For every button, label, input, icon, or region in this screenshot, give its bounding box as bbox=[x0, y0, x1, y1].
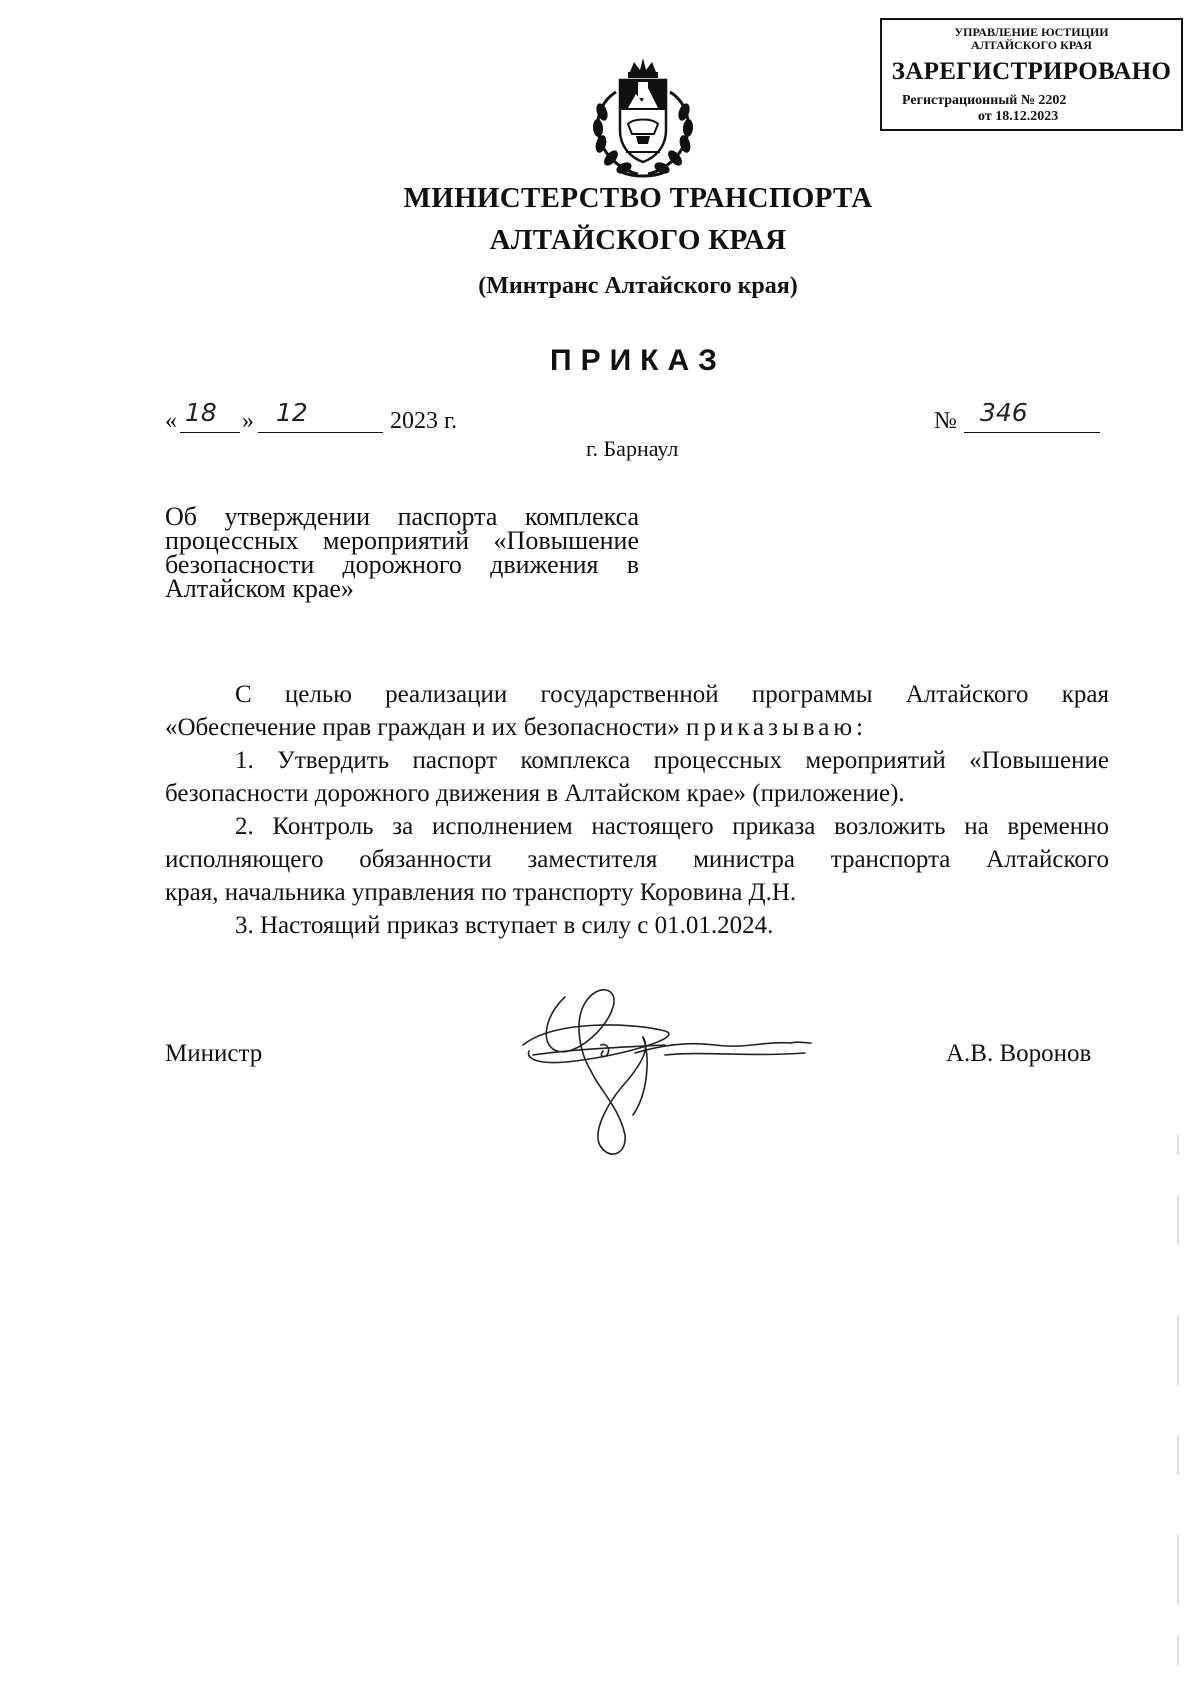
altai-krai-coat-of-arms-icon bbox=[578, 52, 708, 182]
subject-line: Алтайском крае» bbox=[165, 574, 354, 603]
issue-city: г. Барнаул bbox=[586, 436, 679, 461]
stamp-registration-date: от 18.12.2023 bbox=[978, 109, 1059, 124]
order-month: 12 bbox=[276, 398, 308, 427]
order-year: 2023 г. bbox=[390, 408, 458, 434]
paragraph-2-line: исполняющего обязанности заместителя министра транспорта Алтайского bbox=[165, 846, 1109, 873]
order-subject bbox=[165, 502, 639, 603]
handwritten-signature bbox=[515, 985, 875, 1165]
day-underline bbox=[180, 432, 240, 433]
stamp-authority-line1: УПРАВЛЕНИЕ ЮСТИЦИИ bbox=[954, 25, 1109, 39]
order-number-label: № bbox=[934, 408, 957, 434]
paragraph-1-line: 1. Утвердить паспорт комплекса процессных мероприятий «Повышение bbox=[235, 747, 1109, 774]
paragraph-3-line: 3. Настоящий приказ вступает в силу с 01.01.2024. bbox=[235, 912, 774, 939]
signatory-title: Министр bbox=[165, 1040, 263, 1067]
stamp-registration-number: Регистрационный № 2202 bbox=[902, 93, 1067, 108]
stamp-authority-line2: АЛТАЙСКОГО КРАЯ bbox=[971, 38, 1092, 52]
order-keyword: приказываю: bbox=[685, 714, 867, 741]
stamp-status: ЗАРЕГИСТРИРОВАНО bbox=[891, 58, 1172, 85]
registration-stamp bbox=[880, 18, 1183, 131]
ministry-name-line1: МИНИСТЕРСТВО ТРАНСПОРТА bbox=[403, 182, 873, 214]
paragraph-2-line: 2. Контроль за исполнением настоящего приказа возложить на временно bbox=[235, 813, 1109, 840]
date-quote-close: » bbox=[242, 408, 254, 434]
intro-line: С целью реализации государственной программы Алтайского края bbox=[235, 681, 1109, 708]
date-quote-open: « bbox=[165, 408, 177, 434]
order-number: 346 bbox=[980, 398, 1028, 427]
ministry-name-line2: АЛТАЙСКОГО КРАЯ bbox=[489, 224, 787, 256]
paragraph-1-line: безопасности дорожного движения в Алтайском крае» (приложение). bbox=[165, 780, 905, 807]
subject-line: безопасности дорожного движения в bbox=[165, 550, 639, 579]
subject-line: процессных мероприятий «Повышение bbox=[165, 526, 639, 555]
month-underline bbox=[258, 432, 383, 433]
order-day: 18 bbox=[185, 398, 217, 427]
paragraph-2-line: края, начальника управления по транспорту Коровина Д.Н. bbox=[165, 879, 797, 906]
scan-artifact-marks bbox=[1177, 1135, 1180, 1675]
ministry-short-name: (Минтранс Алтайского края) bbox=[478, 273, 798, 299]
intro-program-name: «Обеспечение прав граждан и их безопасности» bbox=[165, 714, 680, 741]
subject-line: Об утверждении паспорта комплекса bbox=[165, 502, 639, 531]
number-underline bbox=[964, 432, 1100, 433]
signatory-name: А.В. Воронов bbox=[946, 1040, 1092, 1067]
document-type-title: ПРИКАЗ bbox=[550, 344, 726, 377]
intro-line bbox=[165, 711, 1109, 744]
order-body bbox=[165, 678, 1109, 942]
